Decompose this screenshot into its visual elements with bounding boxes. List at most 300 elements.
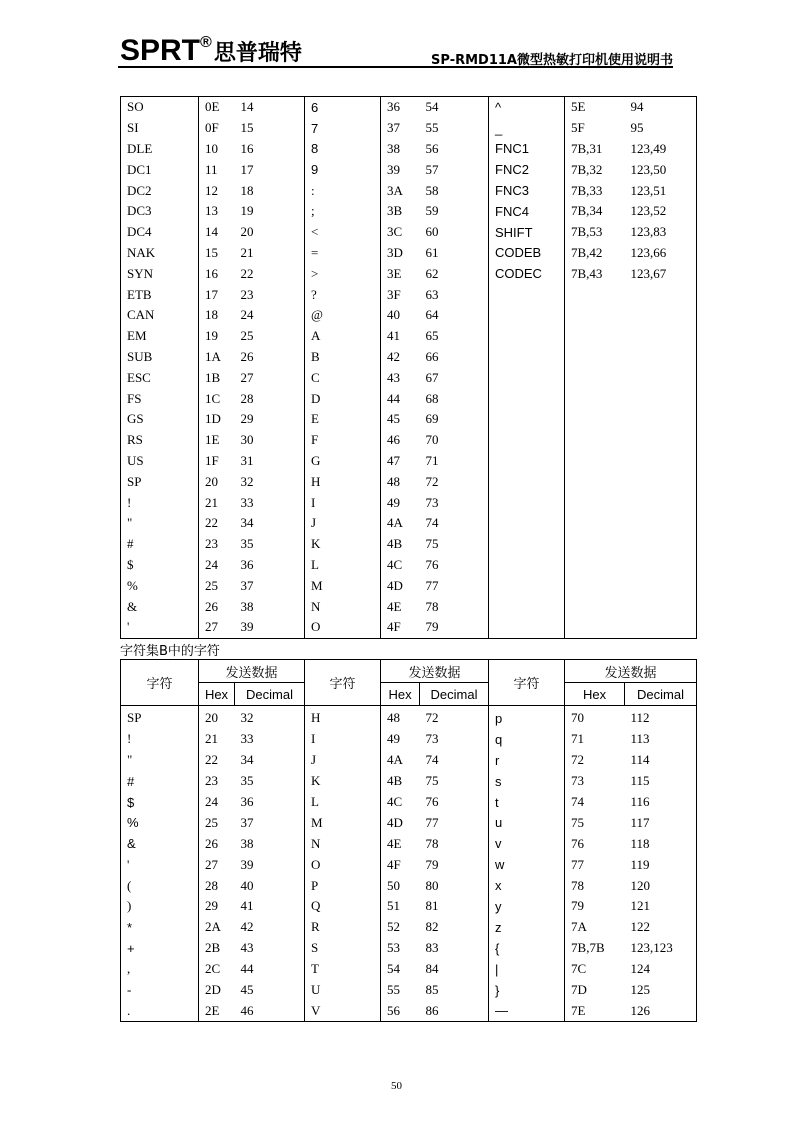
col-header-send-data: 发送数据 — [199, 660, 305, 683]
table-caption: 字符集B中的字符 — [120, 644, 220, 659]
table-row — [121, 451, 697, 472]
table-row — [121, 812, 697, 833]
char-cell: CAN — [127, 307, 155, 323]
decimal-cell: 28 — [240, 390, 254, 406]
char-cell — [489, 367, 565, 388]
hex-cell: 3F — [381, 284, 420, 305]
char-cell — [489, 513, 565, 534]
hex-cell: 70 — [565, 706, 625, 729]
hex-cell: 20 — [199, 706, 235, 729]
char-cell: 6 — [305, 97, 381, 118]
decimal-cell: 33 — [240, 494, 254, 510]
decimal-cell: 95 — [630, 120, 644, 136]
hex-cell: 3C — [381, 222, 420, 243]
hex-cell: 4E — [381, 833, 420, 854]
decimal-cell: 26 — [240, 348, 254, 364]
hex-cell: 75 — [565, 812, 625, 833]
hex-cell: 4A — [381, 513, 420, 534]
decimal-cell: 123,66 — [630, 244, 667, 260]
decimal-cell: 32 — [240, 473, 254, 489]
table-row — [121, 596, 697, 617]
decimal-cell: 123,123 — [630, 940, 673, 956]
hex-cell: 25 — [199, 812, 235, 833]
decimal-cell: 25 — [240, 328, 254, 344]
decimal-cell: 72 — [425, 473, 439, 489]
decimal-cell — [625, 492, 697, 513]
hex-cell — [565, 492, 625, 513]
page-number: 50 — [391, 1080, 402, 1092]
decimal-cell — [625, 471, 697, 492]
char-cell — [489, 409, 565, 430]
decimal-cell: 24 — [240, 307, 254, 323]
char-cell: L — [305, 792, 381, 813]
hex-cell: 26 — [199, 596, 235, 617]
hex-cell: 14 — [199, 222, 235, 243]
hex-cell: 4F — [381, 617, 420, 638]
char-cell: : — [305, 180, 381, 201]
table-row — [121, 388, 697, 409]
char-cell: A — [305, 326, 381, 347]
char-cell: N — [305, 833, 381, 854]
hex-cell: 15 — [199, 243, 235, 264]
hex-cell: 2E — [199, 1000, 235, 1021]
hex-cell: 78 — [565, 875, 625, 896]
char-cell: FNC4 — [489, 201, 565, 222]
char-cell: T — [305, 959, 381, 980]
decimal-cell: 84 — [425, 961, 439, 977]
hex-cell — [565, 347, 625, 368]
decimal-cell: 80 — [425, 877, 439, 893]
col-header-char: 字符 — [305, 660, 381, 706]
char-cell: B — [305, 347, 381, 368]
decimal-cell: 66 — [425, 348, 439, 364]
table-row — [121, 833, 697, 854]
hex-cell: 50 — [381, 875, 420, 896]
char-cell: SHIFT — [489, 222, 565, 243]
decimal-cell: 79 — [425, 619, 439, 635]
hex-cell: 7B,34 — [565, 201, 625, 222]
decimal-cell: 20 — [240, 224, 254, 240]
col-header-hex: Hex — [565, 683, 625, 706]
char-cell — [489, 430, 565, 451]
char-cell: FNC1 — [489, 139, 565, 160]
decimal-cell: 121 — [630, 898, 651, 914]
char-cell: ' — [127, 856, 130, 872]
decimal-cell: 35 — [240, 773, 254, 789]
char-cell: SI — [127, 120, 139, 136]
hex-cell: 7B,53 — [565, 222, 625, 243]
decimal-cell: 118 — [630, 835, 650, 851]
decimal-cell — [625, 513, 697, 534]
decimal-cell: 23 — [240, 286, 254, 302]
hex-cell: 26 — [199, 833, 235, 854]
hex-cell — [565, 326, 625, 347]
decimal-cell: 39 — [240, 856, 254, 872]
hex-cell: 41 — [381, 326, 420, 347]
decimal-cell: 57 — [425, 161, 439, 177]
char-cell — [489, 575, 565, 596]
decimal-cell: 117 — [630, 814, 650, 830]
char-cell: P — [305, 875, 381, 896]
decimal-cell: 37 — [240, 814, 254, 830]
hex-cell — [565, 617, 625, 638]
hex-cell: 1E — [199, 430, 235, 451]
hex-cell: 7B,7B — [565, 938, 625, 959]
char-cell: ETB — [127, 286, 152, 302]
brand-name: SPRT — [120, 34, 201, 67]
table-row — [121, 471, 697, 492]
hex-cell: 48 — [381, 706, 420, 729]
decimal-cell — [625, 430, 697, 451]
decimal-cell: 94 — [630, 99, 644, 115]
table-row — [121, 534, 697, 555]
hex-cell: 71 — [565, 729, 625, 750]
hex-cell: 7D — [565, 980, 625, 1001]
hex-cell: 49 — [381, 729, 420, 750]
char-cell: ) — [127, 898, 132, 914]
table-row — [121, 1000, 697, 1021]
decimal-cell: 115 — [630, 773, 650, 789]
hex-cell: 4D — [381, 812, 420, 833]
decimal-cell: 38 — [240, 835, 254, 851]
hex-cell: 28 — [199, 875, 235, 896]
table-row — [121, 305, 697, 326]
char-cell: SP — [127, 710, 142, 726]
decimal-cell: 81 — [425, 898, 439, 914]
hex-cell — [565, 388, 625, 409]
decimal-cell: 123,49 — [630, 140, 667, 156]
hex-cell: 18 — [199, 305, 235, 326]
table-row — [121, 750, 697, 771]
decimal-cell: 16 — [240, 140, 254, 156]
char-cell: ! — [127, 731, 132, 747]
char-cell: u — [489, 812, 565, 833]
hex-cell: 7B,42 — [565, 243, 625, 264]
decimal-cell: 15 — [240, 120, 254, 136]
table-row — [121, 118, 697, 139]
hex-cell: 7B,31 — [565, 139, 625, 160]
col-header-char: 字符 — [489, 660, 565, 706]
table-row — [121, 938, 697, 959]
char-cell: FNC3 — [489, 180, 565, 201]
hex-cell — [565, 555, 625, 576]
decimal-cell — [625, 575, 697, 596]
char-cell: ; — [305, 201, 381, 222]
hex-cell: 40 — [381, 305, 420, 326]
col-header-decimal: Decimal — [625, 683, 697, 706]
hex-cell — [565, 513, 625, 534]
table-row — [121, 896, 697, 917]
decimal-cell: 36 — [240, 556, 254, 572]
decimal-cell — [625, 617, 697, 638]
decimal-cell: 18 — [240, 182, 254, 198]
registered-mark: ® — [200, 34, 212, 51]
hex-cell: 52 — [381, 917, 420, 938]
decimal-cell: 41 — [240, 898, 254, 914]
hex-cell: 27 — [199, 617, 235, 638]
char-cell: US — [127, 452, 144, 468]
hex-cell: 2D — [199, 980, 235, 1001]
hex-cell: 3E — [381, 263, 420, 284]
hex-cell: 7A — [565, 917, 625, 938]
decimal-cell: 123,51 — [630, 182, 667, 198]
hex-cell: 4B — [381, 534, 420, 555]
table-row — [121, 139, 697, 160]
decimal-cell: 114 — [630, 752, 650, 768]
char-cell: _ — [489, 118, 565, 139]
decimal-cell: 61 — [425, 244, 439, 260]
char-cell: V — [305, 1000, 381, 1021]
char-cell: # — [127, 536, 134, 552]
table-row — [121, 555, 697, 576]
hex-cell: 79 — [565, 896, 625, 917]
hex-cell: 47 — [381, 451, 420, 472]
hex-cell: 37 — [381, 118, 420, 139]
decimal-cell: 76 — [425, 556, 439, 572]
char-cell: < — [305, 222, 381, 243]
decimal-cell: 73 — [425, 731, 439, 747]
decimal-cell: 112 — [630, 710, 650, 726]
table-row — [121, 917, 697, 938]
char-cell: DC2 — [127, 182, 152, 198]
hex-cell: 7B,32 — [565, 159, 625, 180]
char-cell: + — [127, 940, 135, 956]
char-cell: D — [305, 388, 381, 409]
decimal-cell: 63 — [425, 286, 439, 302]
char-cell: NAK — [127, 244, 156, 260]
decimal-cell — [625, 596, 697, 617]
hex-cell: 11 — [199, 159, 235, 180]
decimal-cell — [625, 347, 697, 368]
char-cell: % — [127, 815, 139, 831]
char-cell: 8 — [305, 139, 381, 160]
hex-cell — [565, 451, 625, 472]
page-header — [118, 32, 673, 70]
table-row — [121, 201, 697, 222]
table-row — [121, 409, 697, 430]
char-cell: R — [305, 917, 381, 938]
table-row — [121, 243, 697, 264]
decimal-cell: 55 — [425, 120, 439, 136]
table-row — [121, 326, 697, 347]
decimal-cell: 34 — [240, 515, 254, 531]
col-header-decimal: Decimal — [235, 683, 305, 706]
table-row — [121, 492, 697, 513]
char-cell: M — [305, 575, 381, 596]
hex-cell — [565, 471, 625, 492]
decimal-cell: 67 — [425, 369, 439, 385]
hex-cell: 1D — [199, 409, 235, 430]
hex-cell: 7B,33 — [565, 180, 625, 201]
hex-cell: 23 — [199, 771, 235, 792]
char-cell: $ — [127, 556, 134, 572]
decimal-cell: 19 — [240, 203, 254, 219]
decimal-cell: 65 — [425, 328, 439, 344]
char-cell: y — [489, 896, 565, 917]
decimal-cell: 32 — [240, 710, 254, 726]
char-cell — [489, 534, 565, 555]
char-cell: 9 — [305, 159, 381, 180]
decimal-cell: 46 — [240, 1002, 254, 1018]
decimal-cell — [625, 367, 697, 388]
col-header-send-data: 发送数据 — [565, 660, 697, 683]
char-cell: r — [489, 750, 565, 771]
hex-cell: 74 — [565, 792, 625, 813]
decimal-cell: 123,83 — [630, 224, 667, 240]
char-cell: w — [489, 854, 565, 875]
char-cell: GS — [127, 411, 144, 427]
char-cell: DC4 — [127, 224, 152, 240]
char-cell: > — [305, 263, 381, 284]
char-cell: ESC — [127, 369, 151, 385]
char-cell: SYN — [127, 265, 154, 281]
table-row — [121, 854, 697, 875]
char-cell: H — [305, 706, 381, 729]
decimal-cell: 73 — [425, 494, 439, 510]
decimal-cell — [625, 284, 697, 305]
decimal-cell — [625, 409, 697, 430]
hex-cell: 1C — [199, 388, 235, 409]
hex-cell: 2A — [199, 917, 235, 938]
hex-cell: 43 — [381, 367, 420, 388]
char-cell: $ — [127, 794, 135, 810]
decimal-cell: 21 — [240, 244, 254, 260]
char-cell — [489, 492, 565, 513]
hex-cell: 45 — [381, 409, 420, 430]
table-row — [121, 367, 697, 388]
char-cell: ? — [305, 284, 381, 305]
char-cell: DLE — [127, 140, 153, 156]
hex-cell: 72 — [565, 750, 625, 771]
hex-cell: 19 — [199, 326, 235, 347]
hex-cell: 55 — [381, 980, 420, 1001]
char-cell — [489, 555, 565, 576]
char-cell: L — [305, 555, 381, 576]
char-cell: Q — [305, 896, 381, 917]
char-cell: SO — [127, 99, 144, 115]
decimal-cell: 82 — [425, 919, 439, 935]
char-cell: I — [305, 729, 381, 750]
char-cell: , — [127, 961, 131, 977]
table-row — [121, 980, 697, 1001]
char-cell: E — [305, 409, 381, 430]
col-header-send-data: 发送数据 — [381, 660, 489, 683]
decimal-cell: 42 — [240, 919, 254, 935]
hex-cell: 24 — [199, 792, 235, 813]
decimal-cell: 123,52 — [630, 203, 667, 219]
hex-cell: 44 — [381, 388, 420, 409]
table-row — [121, 180, 697, 201]
hex-cell: 1F — [199, 451, 235, 472]
hex-cell — [565, 596, 625, 617]
char-cell — [489, 284, 565, 305]
decimal-cell: 79 — [425, 856, 439, 872]
char-cell — [489, 388, 565, 409]
decimal-cell: 35 — [240, 536, 254, 552]
charset-table-continued-body — [121, 97, 697, 639]
char-cell — [489, 347, 565, 368]
decimal-cell — [625, 534, 697, 555]
hex-cell: 1A — [199, 347, 235, 368]
char-cell: DC3 — [127, 203, 152, 219]
char-cell: I — [305, 492, 381, 513]
decimal-cell: 76 — [425, 794, 439, 809]
decimal-cell: 17 — [240, 161, 254, 177]
char-cell: K — [305, 534, 381, 555]
char-cell: = — [305, 243, 381, 264]
hex-cell — [565, 575, 625, 596]
charset-b-table — [120, 659, 697, 1022]
decimal-cell: 30 — [240, 432, 254, 448]
table-row — [121, 284, 697, 305]
char-cell: & — [127, 836, 136, 852]
char-cell: t — [489, 792, 565, 813]
char-cell: } — [489, 980, 565, 1001]
table-row — [121, 97, 697, 118]
decimal-cell: 78 — [425, 598, 439, 614]
hex-cell: 3D — [381, 243, 420, 264]
decimal-cell: 122 — [630, 919, 651, 935]
hex-cell — [565, 305, 625, 326]
hex-cell: 46 — [381, 430, 420, 451]
hex-cell: 20 — [199, 471, 235, 492]
brand-logo — [120, 34, 302, 68]
hex-cell — [565, 367, 625, 388]
hex-cell: 22 — [199, 513, 235, 534]
hex-cell: 77 — [565, 854, 625, 875]
hex-cell: 10 — [199, 139, 235, 160]
char-cell: | — [489, 959, 565, 980]
hex-cell: 76 — [565, 833, 625, 854]
table-row — [121, 263, 697, 284]
hex-cell: 56 — [381, 1000, 420, 1021]
char-cell: " — [127, 515, 133, 531]
decimal-cell: 74 — [425, 515, 439, 531]
hex-cell: 36 — [381, 97, 420, 118]
hex-cell: 4B — [381, 771, 420, 792]
decimal-cell: 62 — [425, 265, 439, 281]
hex-cell — [565, 534, 625, 555]
decimal-cell: 54 — [425, 99, 439, 115]
hex-cell: 7B,43 — [565, 263, 625, 284]
header-divider — [118, 66, 673, 68]
hex-cell: 25 — [199, 575, 235, 596]
char-cell: J — [305, 750, 381, 771]
charset-b-table-body — [121, 706, 697, 1022]
decimal-cell: 31 — [240, 452, 254, 468]
decimal-cell: 40 — [240, 877, 254, 893]
decimal-cell: 59 — [425, 203, 439, 219]
hex-cell: 38 — [381, 139, 420, 160]
hex-cell: 17 — [199, 284, 235, 305]
decimal-cell: 36 — [240, 794, 254, 809]
char-cell: - — [127, 982, 132, 998]
decimal-cell: 126 — [630, 1002, 651, 1018]
decimal-cell: 78 — [425, 835, 439, 851]
hex-cell — [565, 430, 625, 451]
decimal-cell: 77 — [425, 814, 439, 830]
table-row — [121, 575, 697, 596]
decimal-cell: 113 — [630, 731, 650, 747]
hex-cell: 42 — [381, 347, 420, 368]
decimal-cell: 38 — [240, 598, 254, 614]
char-cell: SP — [127, 473, 142, 489]
char-cell — [489, 451, 565, 472]
char-cell: " — [127, 752, 133, 768]
decimal-cell: 22 — [240, 265, 254, 281]
char-cell: FNC2 — [489, 159, 565, 180]
char-cell: ! — [127, 494, 132, 510]
